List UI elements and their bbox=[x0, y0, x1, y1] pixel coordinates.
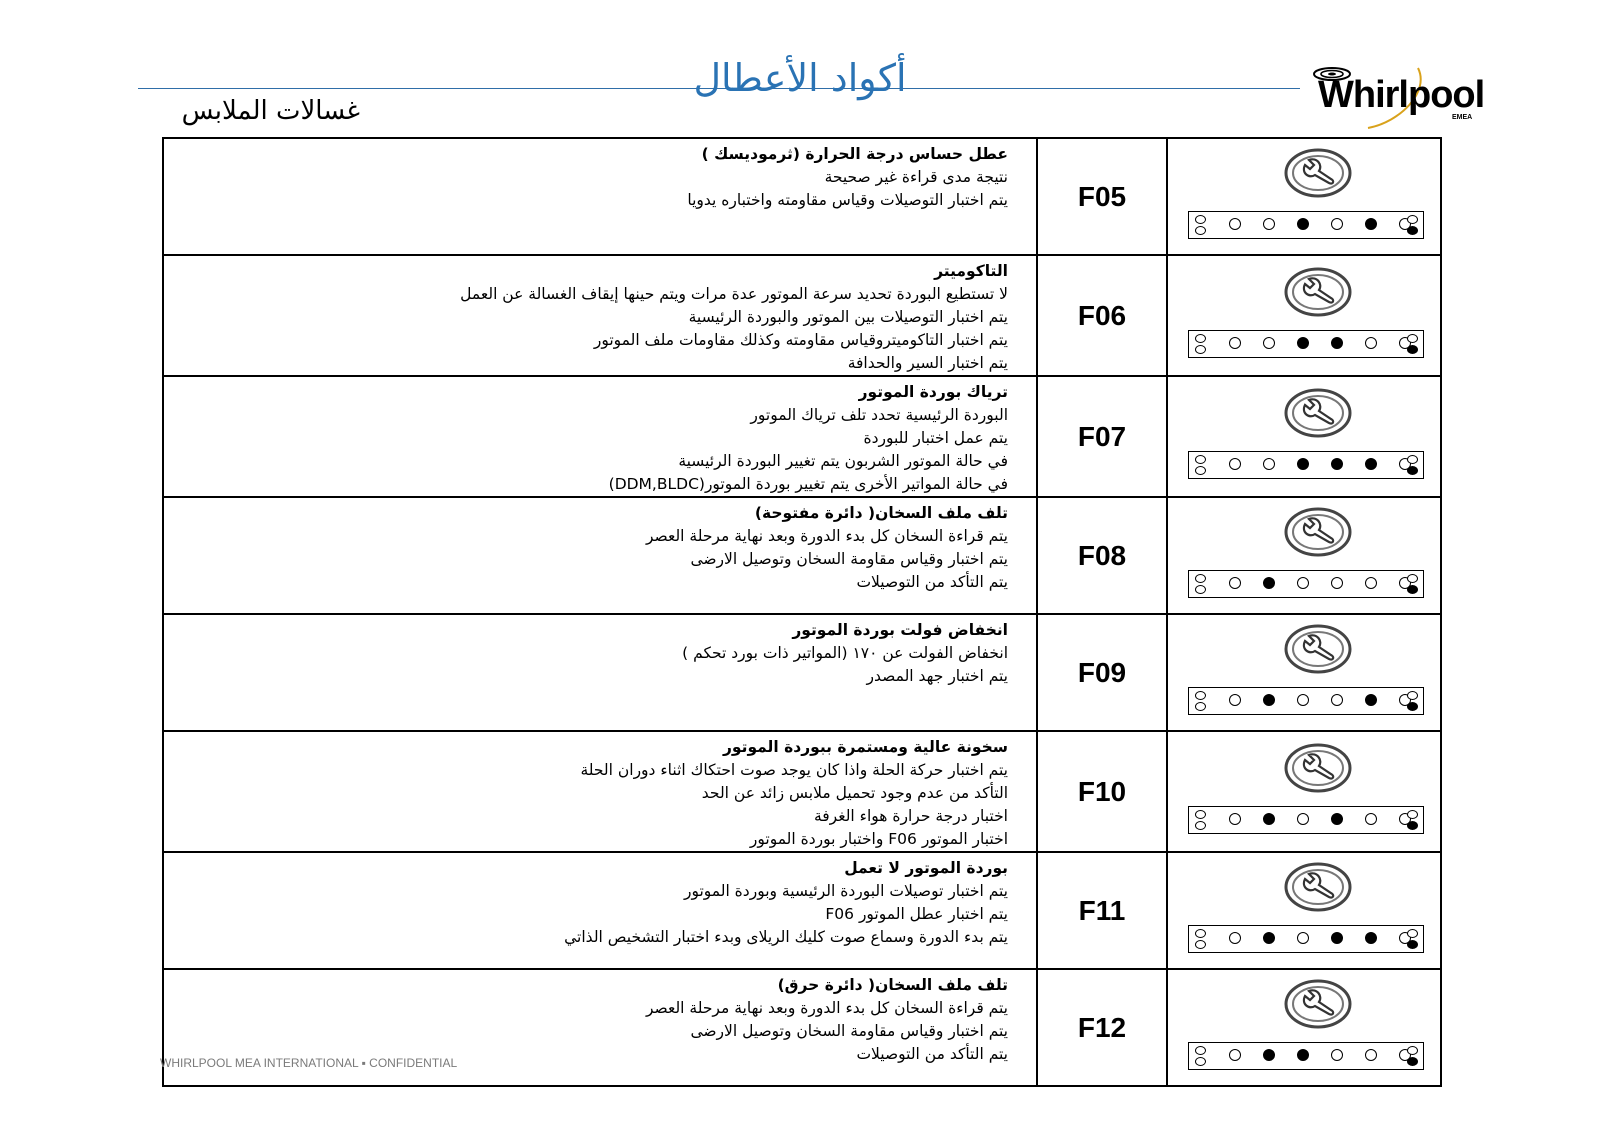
led-panel-cell bbox=[1167, 138, 1441, 255]
error-code-cell bbox=[1037, 614, 1167, 731]
led-off-icon bbox=[1195, 1046, 1206, 1055]
error-description bbox=[163, 255, 1037, 376]
led-on-icon bbox=[1407, 702, 1418, 711]
error-code-cell bbox=[1037, 376, 1167, 497]
service-wrench-icon bbox=[1283, 266, 1353, 318]
error-description bbox=[163, 731, 1037, 852]
led-off-icon bbox=[1407, 455, 1418, 464]
error-description bbox=[163, 376, 1037, 497]
table-row bbox=[163, 731, 1441, 852]
led-on-icon bbox=[1263, 813, 1275, 825]
led-off-icon bbox=[1297, 694, 1309, 706]
error-line: يتم بدء الدورة وسماع صوت كليك الريلاى وبدء اختبار التشخيص الذاتي bbox=[564, 928, 1008, 946]
error-line: التأكد من عدم وجود تحميل ملابس زائد عن الحد bbox=[701, 784, 1008, 802]
error-line: اختبار درجة حرارة هواء الغرفة bbox=[813, 807, 1008, 825]
error-description bbox=[163, 138, 1037, 255]
led-on-icon bbox=[1263, 1049, 1275, 1061]
led-off-icon bbox=[1195, 574, 1206, 583]
error-codes-table bbox=[162, 137, 1442, 1087]
led-off-icon bbox=[1365, 813, 1377, 825]
error-line: يتم التأكد من التوصيلات bbox=[856, 1045, 1008, 1063]
error-heading: التاكوميتر bbox=[934, 262, 1008, 280]
led-indicator-strip bbox=[1188, 211, 1424, 239]
error-line: يتم اختبار توصيلات البوردة الرئيسية وبوردة الموتور bbox=[683, 882, 1008, 900]
error-line: يتم اختبار التاكوميتروقياس مقاومته وكذلك مقاومات ملف الموتور bbox=[593, 331, 1008, 349]
whirlpool-logo bbox=[1310, 62, 1485, 134]
led-on-icon bbox=[1297, 458, 1309, 470]
led-on-icon bbox=[1365, 932, 1377, 944]
error-code: F11 bbox=[1078, 894, 1126, 926]
led-off-icon bbox=[1263, 218, 1275, 230]
led-off-icon bbox=[1229, 218, 1241, 230]
led-off-icon bbox=[1407, 691, 1418, 700]
error-line: يتم اختبار وقياس مقاومة السخان وتوصيل الارضى bbox=[690, 550, 1008, 568]
table-row bbox=[163, 497, 1441, 614]
led-on-icon bbox=[1263, 694, 1275, 706]
led-indicator-strip bbox=[1188, 925, 1424, 953]
error-line: يتم اختبار جهد المصدر bbox=[866, 667, 1008, 685]
led-on-icon bbox=[1263, 577, 1275, 589]
led-off-icon bbox=[1195, 810, 1206, 819]
led-on-icon bbox=[1263, 932, 1275, 944]
service-wrench-icon bbox=[1283, 147, 1353, 199]
error-line: البوردة الرئيسية تحدد تلف ترياك الموتور bbox=[750, 406, 1008, 424]
service-wrench-icon bbox=[1283, 742, 1353, 794]
error-description bbox=[163, 497, 1037, 614]
error-line: نتيجة مدى قراءة غير صحيحة bbox=[824, 168, 1008, 186]
led-on-icon bbox=[1407, 585, 1418, 594]
led-panel-cell bbox=[1167, 614, 1441, 731]
error-line: يتم اختبار وقياس مقاومة السخان وتوصيل الارضى bbox=[690, 1022, 1008, 1040]
confidential-footer: WHIRLPOOL MEA INTERNATIONAL ▪ CONFIDENTIAL bbox=[160, 1056, 458, 1070]
led-indicator-strip bbox=[1188, 806, 1424, 834]
led-off-icon bbox=[1263, 337, 1275, 349]
table-row bbox=[163, 614, 1441, 731]
led-panel-cell bbox=[1167, 731, 1441, 852]
error-code: F09 bbox=[1077, 656, 1127, 688]
error-line: في حالة الموتور الشربون يتم تغيير البوردة الرئيسية bbox=[678, 452, 1008, 470]
led-on-icon bbox=[1407, 466, 1418, 475]
logo-region: EMEA bbox=[1452, 114, 1473, 121]
led-on-icon bbox=[1297, 337, 1309, 349]
led-on-icon bbox=[1407, 345, 1418, 354]
led-on-icon bbox=[1407, 226, 1418, 235]
error-line: يتم اختبار التوصيلات بين الموتور والبوردة الرئيسية bbox=[688, 308, 1008, 326]
led-off-icon bbox=[1297, 932, 1309, 944]
led-off-icon bbox=[1229, 458, 1241, 470]
error-code: F06 bbox=[1077, 299, 1127, 331]
error-line: يتم عمل اختبار للبوردة bbox=[863, 429, 1008, 447]
led-off-icon bbox=[1195, 226, 1206, 235]
led-off-icon bbox=[1365, 337, 1377, 349]
led-off-icon bbox=[1263, 458, 1275, 470]
error-code: F05 bbox=[1077, 180, 1127, 212]
led-off-icon bbox=[1297, 813, 1309, 825]
error-code-cell bbox=[1037, 497, 1167, 614]
led-indicator-strip bbox=[1188, 687, 1424, 715]
table-row bbox=[163, 852, 1441, 969]
error-description bbox=[163, 852, 1037, 969]
led-off-icon bbox=[1365, 577, 1377, 589]
service-wrench-icon bbox=[1283, 506, 1353, 558]
error-line: انخفاض الفولت عن ١٧٠ (المواتير ذات بورد تحكم ) bbox=[682, 644, 1008, 662]
led-indicator-strip bbox=[1188, 330, 1424, 358]
error-line: يتم التأكد من التوصيلات bbox=[856, 573, 1008, 591]
error-line: اختبار الموتور F06 واختبار بوردة الموتور bbox=[749, 830, 1008, 848]
led-off-icon bbox=[1407, 810, 1418, 819]
led-off-icon bbox=[1195, 215, 1206, 224]
led-off-icon bbox=[1331, 694, 1343, 706]
logo-wordmark: Whirlpool bbox=[1318, 74, 1485, 116]
led-off-icon bbox=[1407, 1046, 1418, 1055]
led-off-icon bbox=[1331, 577, 1343, 589]
table-row bbox=[163, 255, 1441, 376]
led-on-icon bbox=[1365, 218, 1377, 230]
led-off-icon bbox=[1229, 337, 1241, 349]
error-code: F10 bbox=[1077, 775, 1127, 807]
page-title: أكواد الأعطال bbox=[693, 56, 907, 100]
error-heading: بوردة الموتور لا تعمل bbox=[844, 859, 1008, 877]
error-description bbox=[163, 614, 1037, 731]
led-off-icon bbox=[1229, 932, 1241, 944]
led-off-icon bbox=[1195, 702, 1206, 711]
error-line: في حالة المواتير الأخرى يتم تغيير بوردة الموتور(DDM,BLDC) bbox=[608, 475, 1008, 493]
led-off-icon bbox=[1195, 585, 1206, 594]
led-off-icon bbox=[1195, 691, 1206, 700]
error-heading: انخفاض فولت بوردة الموتور bbox=[792, 621, 1008, 639]
led-off-icon bbox=[1407, 929, 1418, 938]
led-on-icon bbox=[1331, 458, 1343, 470]
led-off-icon bbox=[1365, 1049, 1377, 1061]
led-indicator-strip bbox=[1188, 451, 1424, 479]
led-off-icon bbox=[1195, 466, 1206, 475]
service-wrench-icon bbox=[1283, 861, 1353, 913]
error-code: F07 bbox=[1077, 420, 1127, 452]
error-code-cell bbox=[1037, 731, 1167, 852]
led-off-icon bbox=[1195, 345, 1206, 354]
led-off-icon bbox=[1229, 813, 1241, 825]
led-on-icon bbox=[1365, 694, 1377, 706]
led-off-icon bbox=[1407, 574, 1418, 583]
led-on-icon bbox=[1365, 458, 1377, 470]
led-off-icon bbox=[1297, 577, 1309, 589]
led-off-icon bbox=[1195, 821, 1206, 830]
error-line: يتم اختبار عطل الموتور F06 bbox=[825, 905, 1008, 923]
error-code-cell bbox=[1037, 852, 1167, 969]
led-panel-cell bbox=[1167, 852, 1441, 969]
error-line: يتم اختبار السير والحدافة bbox=[847, 354, 1008, 372]
led-on-icon bbox=[1407, 940, 1418, 949]
error-code-cell bbox=[1037, 969, 1167, 1086]
led-panel-cell bbox=[1167, 376, 1441, 497]
page-subtitle: غسالات الملابس bbox=[181, 96, 360, 126]
error-code: F08 bbox=[1077, 539, 1127, 571]
led-panel-cell bbox=[1167, 969, 1441, 1086]
table-row bbox=[163, 376, 1441, 497]
led-off-icon bbox=[1229, 577, 1241, 589]
service-wrench-icon bbox=[1283, 978, 1353, 1030]
led-off-icon bbox=[1407, 334, 1418, 343]
led-on-icon bbox=[1297, 218, 1309, 230]
led-off-icon bbox=[1229, 694, 1241, 706]
led-off-icon bbox=[1229, 1049, 1241, 1061]
led-off-icon bbox=[1195, 929, 1206, 938]
service-wrench-icon bbox=[1283, 387, 1353, 439]
error-heading: سخونة عالية ومستمرة ببوردة الموتور bbox=[722, 738, 1008, 756]
error-line: يتم قراءة السخان كل بدء الدورة وبعد نهاية مرحلة العصر bbox=[645, 527, 1008, 545]
led-on-icon bbox=[1297, 1049, 1309, 1061]
led-indicator-strip bbox=[1188, 1042, 1424, 1070]
led-off-icon bbox=[1195, 1057, 1206, 1066]
error-heading: تلف ملف السخان( دائرة حرق) bbox=[777, 976, 1008, 994]
error-code-cell bbox=[1037, 138, 1167, 255]
error-heading: ترياك بوردة الموتور bbox=[858, 383, 1008, 401]
table-row bbox=[163, 138, 1441, 255]
led-on-icon bbox=[1331, 337, 1343, 349]
led-off-icon bbox=[1195, 334, 1206, 343]
led-on-icon bbox=[1407, 821, 1418, 830]
error-heading: تلف ملف السخان( دائرة مفتوحة) bbox=[754, 504, 1008, 522]
led-panel-cell bbox=[1167, 255, 1441, 376]
led-panel-cell bbox=[1167, 497, 1441, 614]
error-line: لا تستطيع البوردة تحديد سرعة الموتور عدة مرات ويتم حينها إيقاف الغسالة عن العمل bbox=[460, 285, 1008, 303]
led-on-icon bbox=[1331, 932, 1343, 944]
service-wrench-icon bbox=[1283, 623, 1353, 675]
error-code-cell bbox=[1037, 255, 1167, 376]
led-on-icon bbox=[1331, 813, 1343, 825]
error-line: يتم اختبار حركة الحلة واذا كان يوجد صوت احتكاك اثناء دوران الحلة bbox=[580, 761, 1008, 779]
led-off-icon bbox=[1331, 1049, 1343, 1061]
led-off-icon bbox=[1195, 940, 1206, 949]
error-heading: عطل حساس درجة الحرارة (ثرموديسك ) bbox=[701, 145, 1008, 163]
led-off-icon bbox=[1195, 455, 1206, 464]
error-line: يتم قراءة السخان كل بدء الدورة وبعد نهاية مرحلة العصر bbox=[645, 999, 1008, 1017]
led-off-icon bbox=[1331, 218, 1343, 230]
error-code: F12 bbox=[1077, 1011, 1127, 1043]
led-on-icon bbox=[1407, 1057, 1418, 1066]
led-indicator-strip bbox=[1188, 570, 1424, 598]
led-off-icon bbox=[1407, 215, 1418, 224]
error-line: يتم اختبار التوصيلات وقياس مقاومته واختباره يدويا bbox=[687, 191, 1008, 209]
